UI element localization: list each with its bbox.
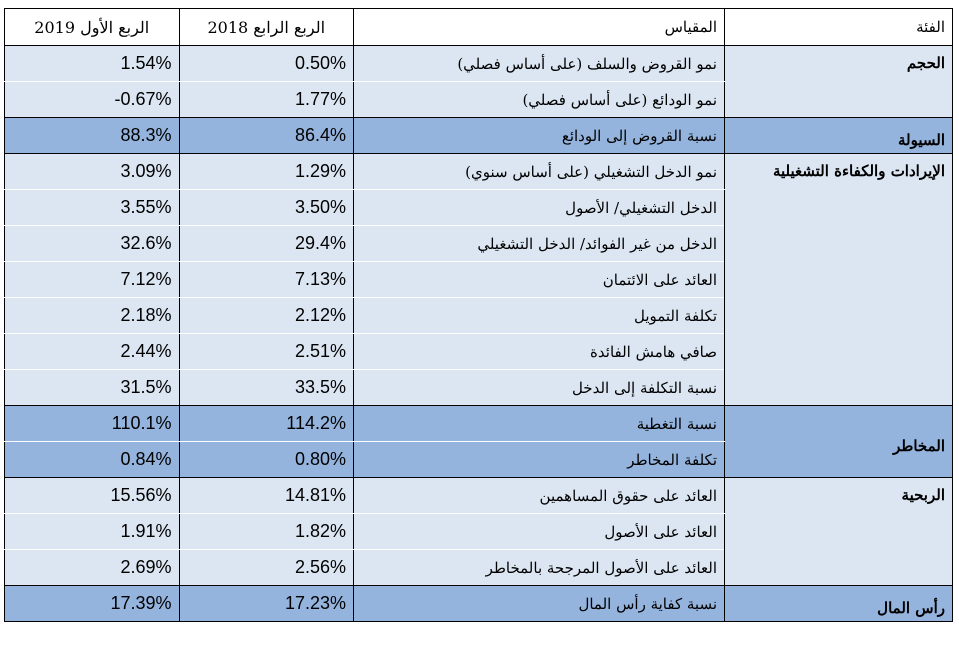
metric-name: نسبة كفاية رأس المال — [354, 586, 725, 622]
table-row — [5, 118, 953, 154]
metric-name: الدخل من غير الفوائد/ الدخل التشغيلي — [354, 226, 725, 262]
value-q4-2018: 2.51% — [179, 334, 354, 370]
value-q1-2019: 2.69% — [5, 550, 180, 586]
value-q1-2019: 17.39% — [5, 586, 180, 622]
metric-name: العائد على حقوق المساهمين — [354, 478, 725, 514]
metric-name: نسبة التكلفة إلى الدخل — [354, 370, 725, 406]
value-q4-2018: 0.80% — [179, 442, 354, 478]
value-q4-2018: 3.50% — [179, 190, 354, 226]
value-q1-2019: 31.5% — [5, 370, 180, 406]
category-label: الحجم — [725, 46, 953, 118]
value-q1-2019: 3.09% — [5, 154, 180, 190]
value-q1-2019: 15.56% — [5, 478, 180, 514]
value-q1-2019: 88.3% — [5, 118, 180, 154]
header-q4-2018: الربع الرابع 2018 — [179, 9, 354, 46]
metric-name: نمو القروض والسلف (على أساس فصلي) — [354, 46, 725, 82]
value-q4-2018: 86.4% — [179, 118, 354, 154]
value-q4-2018: 14.81% — [179, 478, 354, 514]
header-metric: المقياس — [354, 9, 725, 46]
table-row — [5, 406, 953, 442]
header-category: الفئة — [725, 9, 953, 46]
value-q1-2019: 2.18% — [5, 298, 180, 334]
kpi-table — [4, 8, 953, 622]
value-q4-2018: 1.77% — [179, 82, 354, 118]
value-q1-2019: 1.91% — [5, 514, 180, 550]
header-row — [5, 9, 953, 46]
metric-name: تكلفة التمويل — [354, 298, 725, 334]
value-q4-2018: 114.2% — [179, 406, 354, 442]
category-label: الربحية — [725, 478, 953, 586]
metric-name: العائد على الأصول — [354, 514, 725, 550]
category-label: المخاطر — [725, 406, 953, 478]
table-row — [5, 478, 953, 514]
category-label: رأس المال — [725, 586, 953, 622]
metric-name: صافي هامش الفائدة — [354, 334, 725, 370]
table-row — [5, 586, 953, 622]
metric-name: العائد على الأصول المرجحة بالمخاطر — [354, 550, 725, 586]
metric-name: نمو الدخل التشغيلي (على أساس سنوي) — [354, 154, 725, 190]
value-q1-2019: 0.84% — [5, 442, 180, 478]
value-q4-2018: 7.13% — [179, 262, 354, 298]
category-label: السيولة — [725, 118, 953, 154]
value-q4-2018: 2.56% — [179, 550, 354, 586]
value-q1-2019: 1.54% — [5, 46, 180, 82]
value-q4-2018: 1.29% — [179, 154, 354, 190]
value-q1-2019: 110.1% — [5, 406, 180, 442]
header-q1-2019: الربع الأول 2019 — [5, 9, 180, 46]
table-row — [5, 46, 953, 82]
value-q4-2018: 17.23% — [179, 586, 354, 622]
metric-name: نسبة التغطية — [354, 406, 725, 442]
value-q4-2018: 33.5% — [179, 370, 354, 406]
value-q1-2019: 7.12% — [5, 262, 180, 298]
value-q4-2018: 2.12% — [179, 298, 354, 334]
value-q4-2018: 1.82% — [179, 514, 354, 550]
value-q1-2019: -0.67% — [5, 82, 180, 118]
value-q1-2019: 2.44% — [5, 334, 180, 370]
metric-name: تكلفة المخاطر — [354, 442, 725, 478]
metric-name: العائد على الائتمان — [354, 262, 725, 298]
value-q4-2018: 0.50% — [179, 46, 354, 82]
table-row — [5, 154, 953, 190]
value-q1-2019: 32.6% — [5, 226, 180, 262]
metric-name: نمو الودائع (على أساس فصلي) — [354, 82, 725, 118]
value-q4-2018: 29.4% — [179, 226, 354, 262]
table-body — [5, 46, 953, 622]
metric-name: الدخل التشغيلي/ الأصول — [354, 190, 725, 226]
category-label: الإيرادات والكفاءة التشغيلية — [725, 154, 953, 406]
value-q1-2019: 3.55% — [5, 190, 180, 226]
metric-name: نسبة القروض إلى الودائع — [354, 118, 725, 154]
